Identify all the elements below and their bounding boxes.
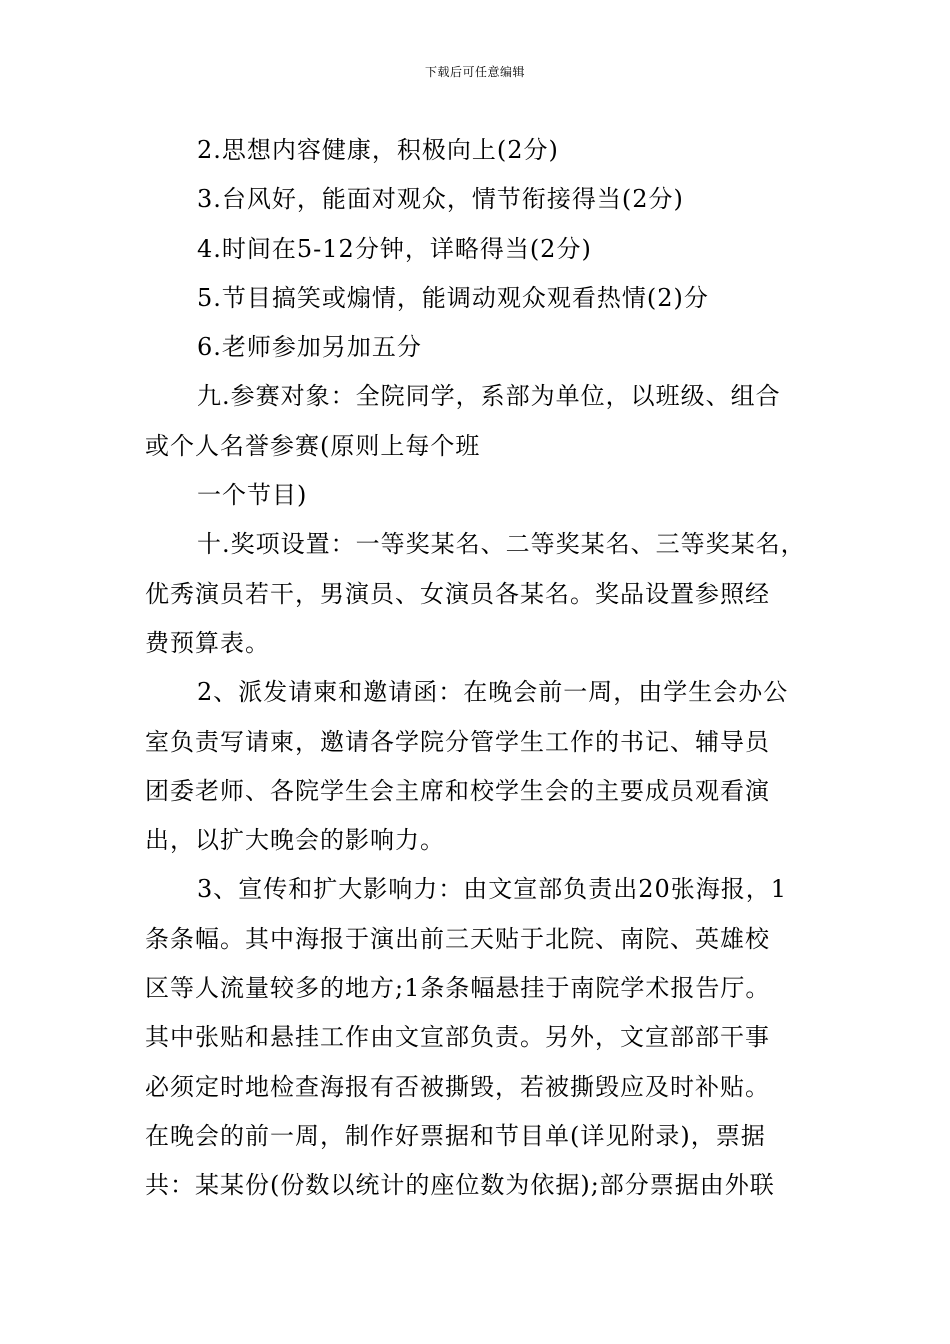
text-line-21: 在晚会的前一周，制作好票据和节目单(详见附录)，票据 <box>145 1121 766 1150</box>
text-line-22: 共：某某份(份数以统计的座位数为依据);部分票据由外联 <box>145 1171 775 1200</box>
text-line-10: 优秀演员若干，男演员、女演员各某名。奖品设置参照经 <box>145 579 770 608</box>
text-line-20: 必须定时地检查海报有否被撕毁，若被撕毁应及时补贴。 <box>145 1072 770 1101</box>
text-line-7: 或个人名誉参赛(原则上每个班 <box>145 431 481 460</box>
text-line-5: 6.老师参加另加五分 <box>197 333 422 362</box>
page-header: 下载后可任意编辑 <box>424 65 525 79</box>
text-line-1: 2.思想内容健康，积极向上(2分) <box>197 136 559 164</box>
text-line-17: 条条幅。其中海报于演出前三天贴于北院、南院、英雄校 <box>145 924 770 953</box>
text-line-9: 十.奖项设置：一等奖某名、二等奖某名、三等奖某名， <box>197 530 806 559</box>
text-line-6: 九.参赛对象：全院同学，系部为单位，以班级、组合 <box>197 382 781 411</box>
text-line-2: 3.台风好，能面对观众，情节衔接得当(2分) <box>197 185 684 214</box>
text-line-15: 出，以扩大晚会的影响力。 <box>145 826 445 855</box>
text-line-18: 区等人流量较多的地方;1条条幅悬挂于南院学术报告厅。 <box>145 974 771 1003</box>
text-line-16: 3、宣传和扩大影响力：由文宣部负责出20张海报，1 <box>197 875 788 904</box>
text-line-19: 其中张贴和悬挂工作由文宣部负责。另外，文宣部部干事 <box>145 1023 770 1052</box>
text-line-14: 团委老师、各院学生会主席和校学生会的主要成员观看演 <box>145 776 770 805</box>
text-line-8: 一个节目) <box>197 481 308 510</box>
text-line-13: 室负责写请柬，邀请各学院分管学生工作的书记、辅导员 <box>145 727 770 756</box>
text-line-11: 费预算表。 <box>145 628 270 657</box>
text-line-12: 2、派发请柬和邀请函：在晚会前一周，由学生会办公 <box>197 678 789 707</box>
text-line-4: 5.节目搞笑或煽情，能调动观众观看热情(2)分 <box>197 283 709 312</box>
text-line-3: 4.时间在5-12分钟，详略得当(2分) <box>197 234 592 263</box>
document-body <box>145 126 810 1211</box>
